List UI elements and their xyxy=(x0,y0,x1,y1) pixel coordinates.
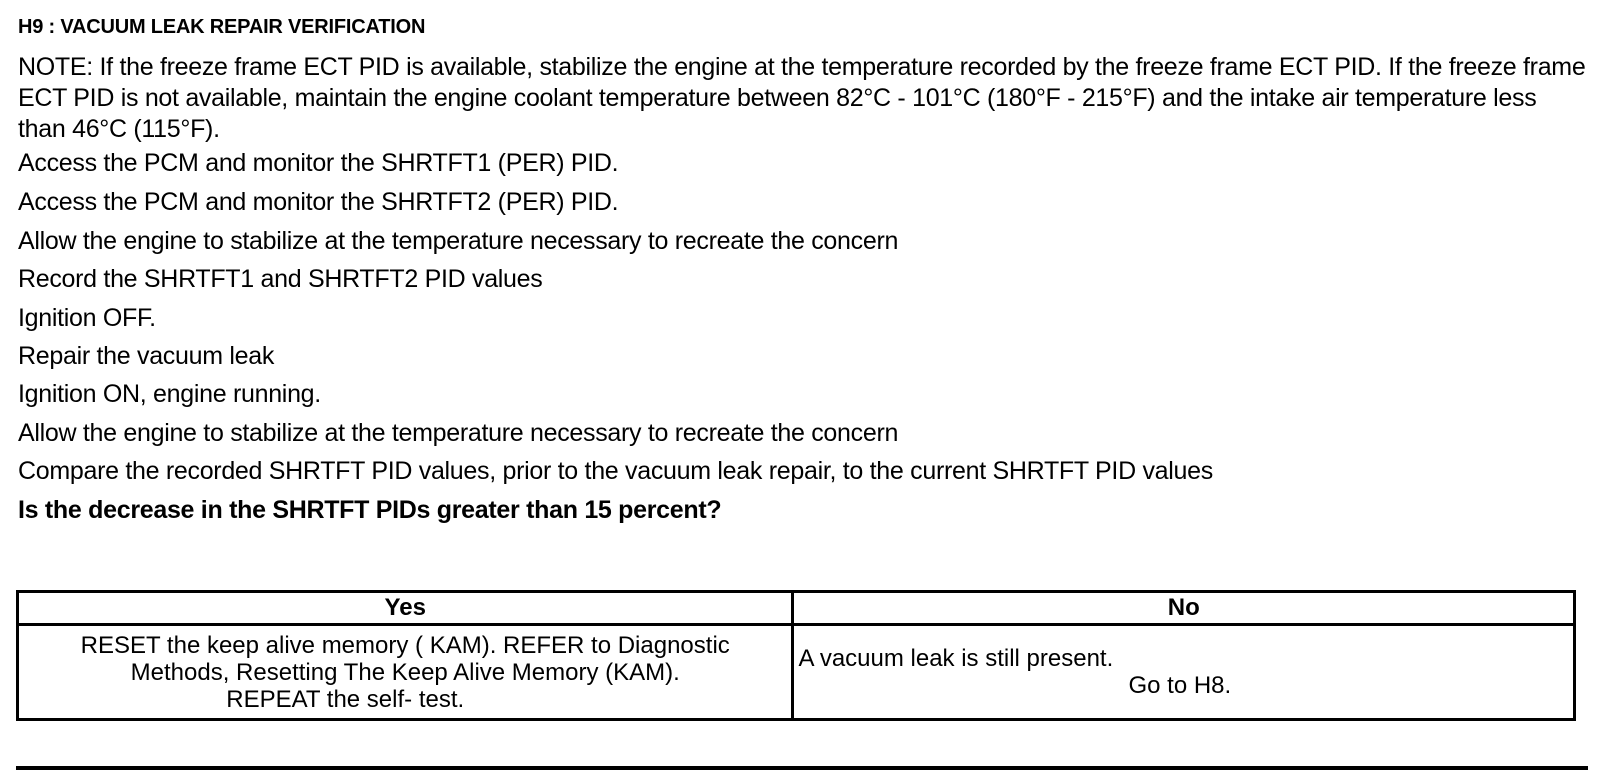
no-action-cell xyxy=(793,625,1575,720)
step-item: Access the PCM and monitor the SHRTFT2 (PER) PID. xyxy=(18,188,619,216)
step-item: Repair the vacuum leak xyxy=(18,342,275,370)
bottom-divider xyxy=(16,766,1588,770)
no-action-text: A vacuum leak is still present. xyxy=(798,645,1114,672)
page-title: H9 : VACUUM LEAK REPAIR VERIFICATION xyxy=(18,16,426,38)
no-header: No xyxy=(793,592,1575,625)
yes-action-line: RESET the keep alive memory ( KAM). REFER to Diagnostic xyxy=(80,631,730,659)
decision-question: Is the decrease in the SHRTFT PIDs greater than 15 percent? xyxy=(18,496,722,524)
decision-table xyxy=(16,590,1576,721)
note-paragraph: NOTE: If the freeze frame ECT PID is available, stabilize the engine at the temperature recorded by the freeze frame ECT PID. If the freeze frame ECT PID is not available, maintain the engine coolant temperature between 82°C - 101°C (180°F - 215°F) and the intake air temperature less than 46°C (115°F). xyxy=(18,53,1586,143)
no-action-goto: Go to H8. xyxy=(1128,672,1232,699)
table-header-row xyxy=(18,592,1575,625)
step-item: Compare the recorded SHRTFT PID values, prior to the vacuum leak repair, to the current SHRTFT PID values xyxy=(18,457,1213,485)
step-item: Record the SHRTFT1 and SHRTFT2 PID values xyxy=(18,265,543,293)
step-item: Access the PCM and monitor the SHRTFT1 (PER) PID. xyxy=(18,149,619,177)
step-item: Ignition ON, engine running. xyxy=(18,380,321,408)
table-row xyxy=(18,625,1575,720)
step-item: Ignition OFF. xyxy=(18,304,156,332)
yes-action-cell xyxy=(18,625,793,720)
yes-header: Yes xyxy=(18,592,793,625)
yes-action-line: Methods, Resetting The Keep Alive Memory (KAM). xyxy=(130,658,680,686)
step-item: Allow the engine to stabilize at the temperature necessary to recreate the concern xyxy=(18,419,899,447)
yes-action-line: REPEAT the self- test. xyxy=(226,685,465,713)
step-item: Allow the engine to stabilize at the temperature necessary to recreate the concern xyxy=(18,227,899,255)
